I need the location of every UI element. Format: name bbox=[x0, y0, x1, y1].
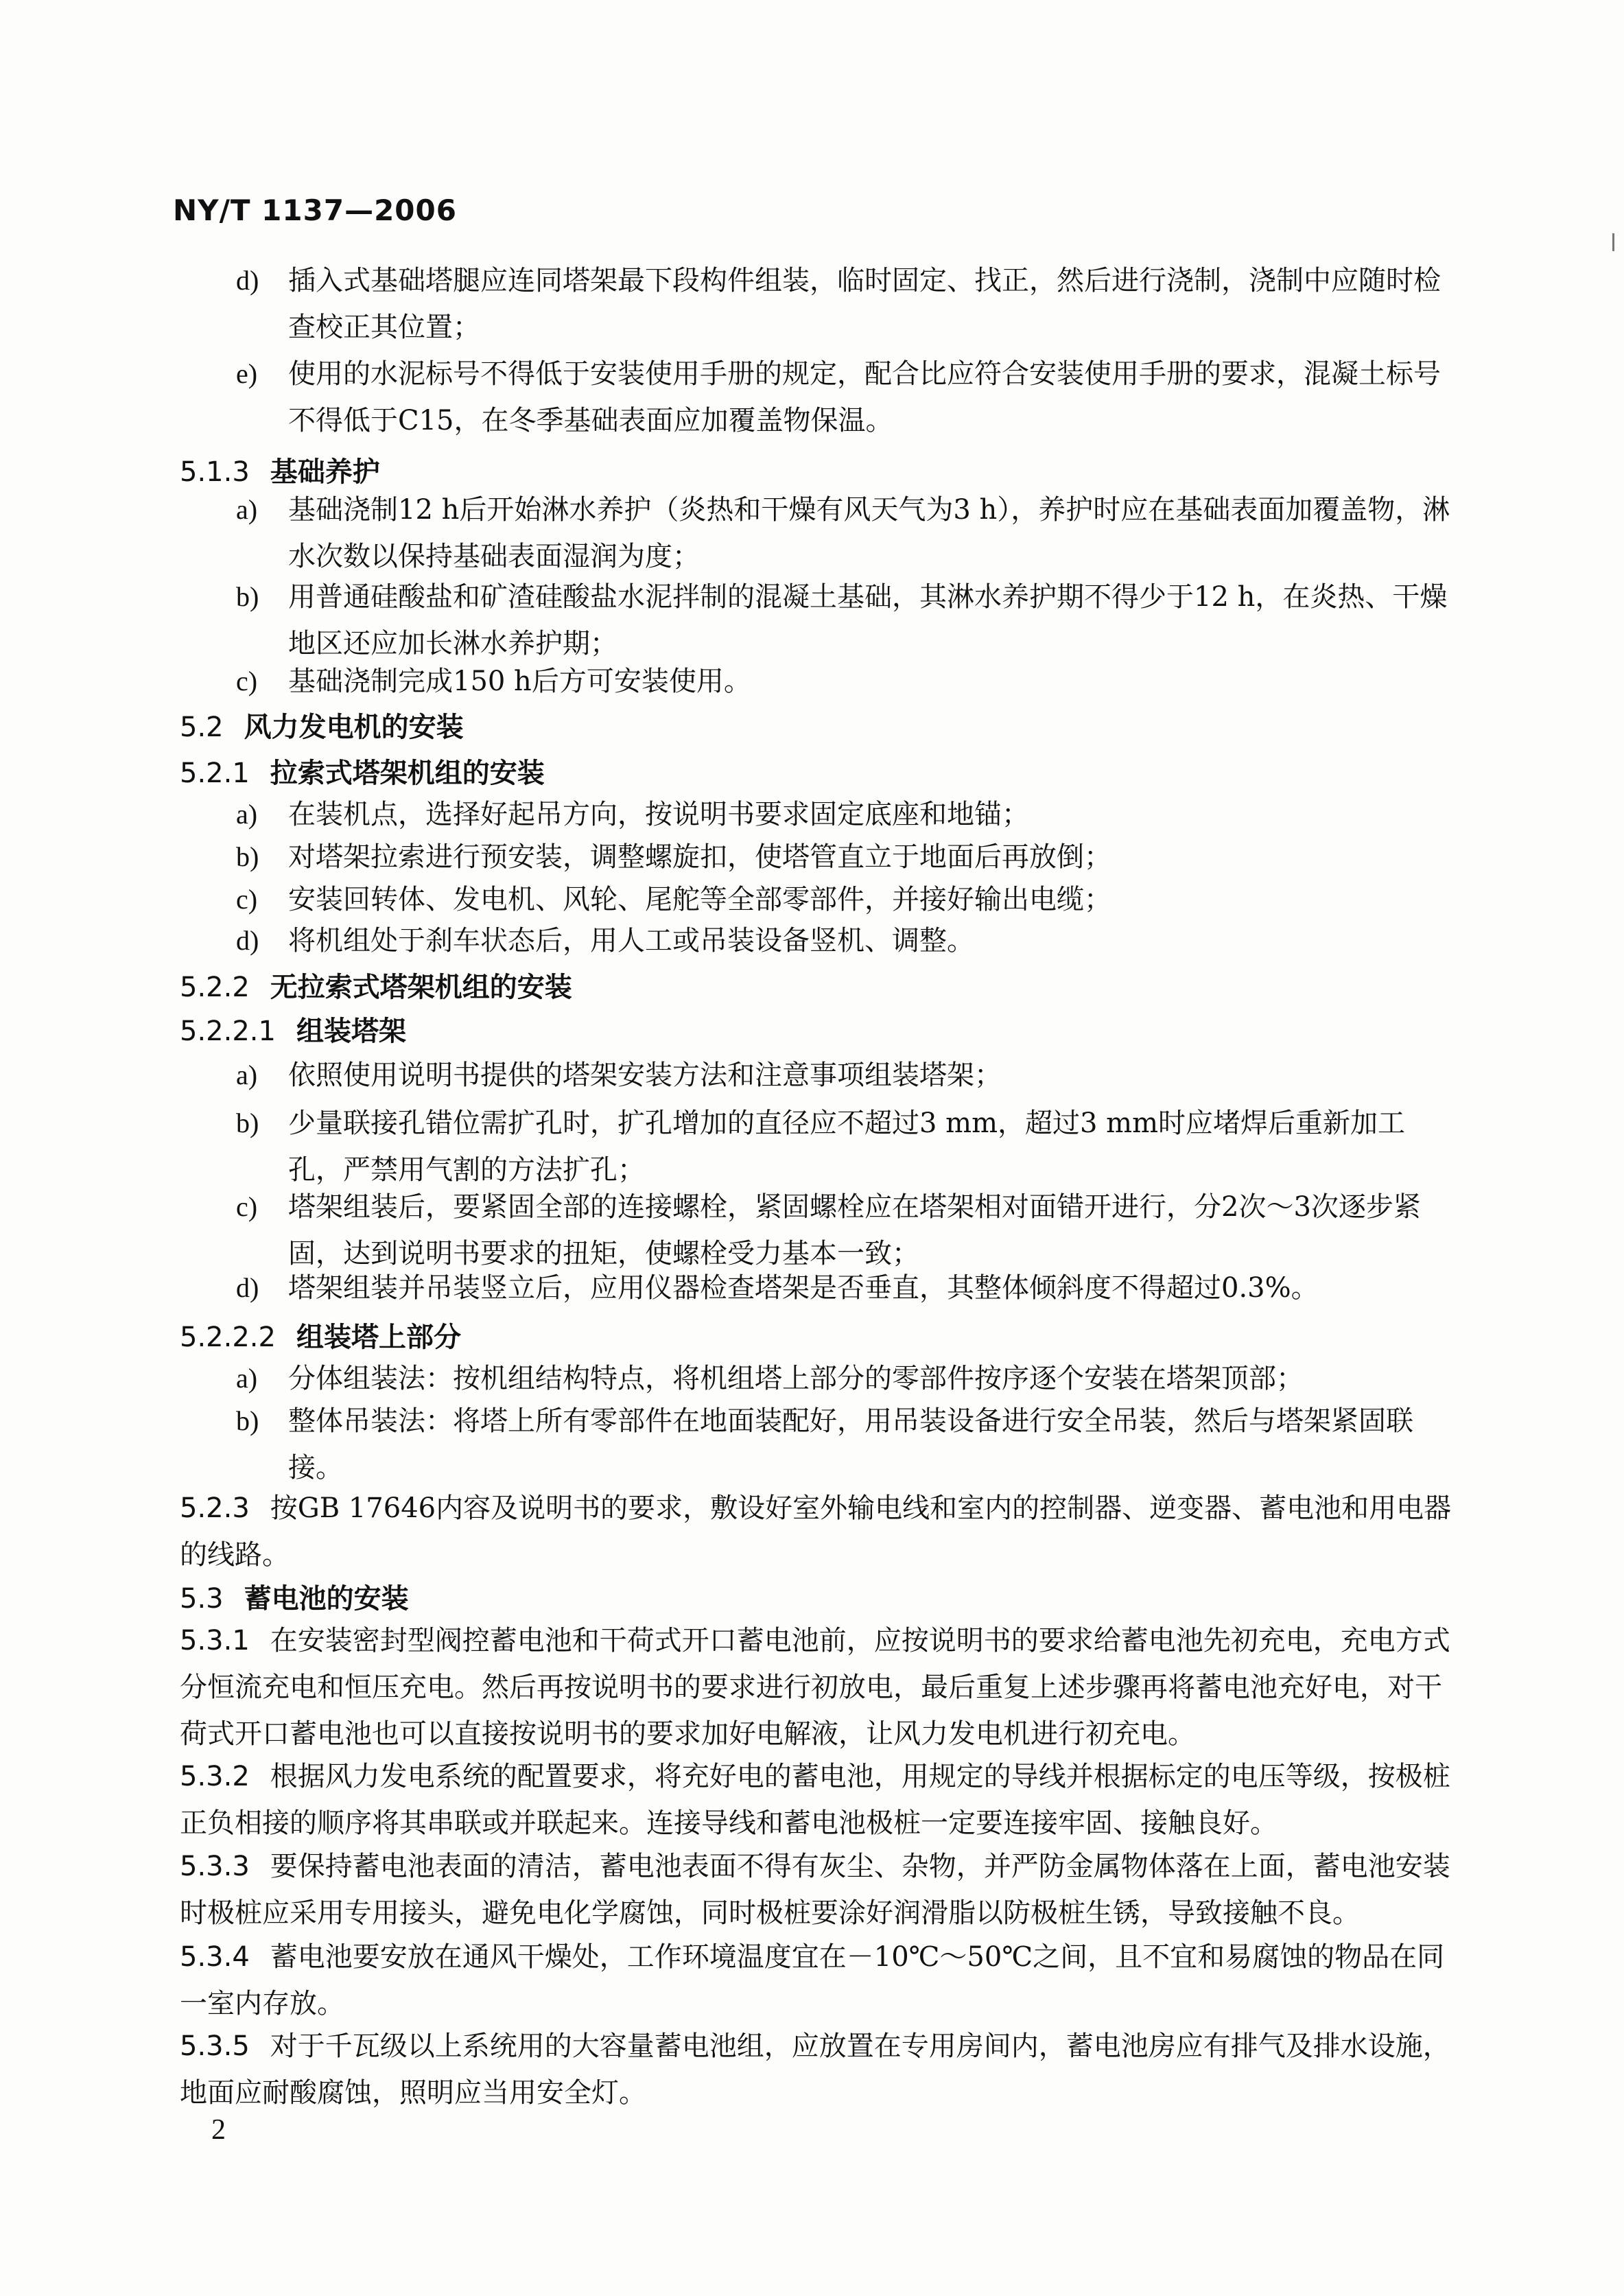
paragraph-text: 要保持蓄电池表面的清洁，蓄电池表面不得有灰尘、杂物，并严防金属物体落在上面，蓄电池安装时极桩应采用专用接头，避免电化学腐蚀，同时极桩要涂好润滑脂以防极桩生锈，导致接触不良。 bbox=[180, 1851, 1450, 1929]
paragraph bbox=[180, 1485, 1455, 1578]
list-marker: c) bbox=[236, 884, 258, 915]
list-marker: b) bbox=[236, 1108, 259, 1138]
list-item-text: 基础浇制完成150 h后方可安装使用。 bbox=[288, 666, 751, 697]
list-item bbox=[236, 257, 1455, 351]
list-marker: a) bbox=[236, 1363, 258, 1394]
section-number: 5.1.3 bbox=[180, 456, 250, 488]
section-heading bbox=[180, 1575, 409, 1622]
list-marker: c) bbox=[236, 1191, 258, 1222]
list-item-text: 塔架组装后，要紧固全部的连接螺栓，紧固螺栓应在塔架相对面错开进行，分2次～3次逐步紧固，达到说明书要求的扭矩，使螺栓受力基本一致； bbox=[288, 1191, 1421, 1269]
list-item bbox=[236, 834, 1455, 880]
list-item bbox=[236, 574, 1455, 667]
section-heading bbox=[180, 1008, 406, 1055]
list-item bbox=[236, 876, 1455, 923]
section-heading bbox=[180, 1314, 461, 1361]
section-number: 5.2.1 bbox=[180, 758, 250, 789]
list-item bbox=[236, 1398, 1455, 1491]
list-item-text: 整体吊装法：将塔上所有零部件在地面装配好，用吊装设备进行安全吊装，然后与塔架紧固联接。 bbox=[288, 1405, 1413, 1484]
list-marker: d) bbox=[236, 265, 259, 296]
list-marker: d) bbox=[236, 925, 259, 956]
list-marker: d) bbox=[236, 1272, 259, 1303]
section-number: 5.2.2.1 bbox=[180, 1016, 276, 1047]
list-marker: a) bbox=[236, 1059, 258, 1090]
list-item bbox=[236, 791, 1455, 838]
clause-number: 5.3.5 bbox=[180, 2030, 250, 2062]
list-marker: a) bbox=[236, 799, 258, 830]
list-item-text: 安装回转体、发电机、风轮、尾舵等全部零部件，并接好输出电缆； bbox=[288, 884, 1111, 915]
list-marker: b) bbox=[236, 841, 259, 872]
list-item-text: 依照使用说明书提供的塔架安装方法和注意事项组装塔架； bbox=[288, 1059, 1002, 1091]
list-item-text: 基础浇制12 h后开始淋水养护（炎热和干燥有风天气为3 h），养护时应在基础表面加覆盖物，淋水次数以保持基础表面湿润为度； bbox=[288, 494, 1450, 572]
list-marker: a) bbox=[236, 494, 258, 525]
clause-number: 5.3.1 bbox=[180, 1625, 250, 1656]
paragraph bbox=[180, 1617, 1455, 1757]
list-marker: b) bbox=[236, 581, 259, 612]
list-item-text: 塔架组装并吊装竖立后，应用仪器检查塔架是否垂直，其整体倾斜度不得超过0.3%。 bbox=[288, 1272, 1319, 1304]
list-item bbox=[236, 1100, 1455, 1193]
paragraph-text: 按GB 17646内容及说明书的要求，敷设好室外输电线和室内的控制器、逆变器、蓄电池和用电器的线路。 bbox=[180, 1492, 1452, 1571]
section-title: 基础养护 bbox=[270, 456, 380, 488]
paragraph bbox=[180, 1843, 1455, 1936]
list-item bbox=[236, 1355, 1455, 1402]
paragraph bbox=[180, 1753, 1455, 1847]
paragraph bbox=[180, 2023, 1455, 2116]
section-number: 5.2 bbox=[180, 712, 224, 743]
list-item bbox=[236, 917, 1455, 964]
list-marker: e) bbox=[236, 358, 258, 389]
section-title: 拉索式塔架机组的安装 bbox=[270, 757, 545, 789]
list-item-text: 将机组处于刹车状态后，用人工或吊装设备竖机、调整。 bbox=[288, 925, 974, 957]
section-heading bbox=[180, 704, 464, 751]
section-heading bbox=[180, 964, 572, 1011]
section-title: 蓄电池的安装 bbox=[244, 1582, 409, 1615]
clause-number: 5.2.3 bbox=[180, 1492, 250, 1524]
list-item-text: 对塔架拉索进行预安装，调整螺旋扣，使塔管直立于地面后再放倒； bbox=[288, 841, 1111, 873]
section-heading bbox=[180, 750, 545, 797]
paragraph-text: 对于千瓦级以上系统用的大容量蓄电池组，应放置在专用房间内，蓄电池房应有排气及排水设施，地面应耐酸腐蚀，照明应当用安全灯。 bbox=[180, 2030, 1450, 2109]
list-item bbox=[236, 1184, 1455, 1277]
section-title: 组装塔上部分 bbox=[296, 1321, 461, 1353]
section-number: 5.2.2.2 bbox=[180, 1322, 276, 1353]
list-item-text: 用普通硅酸盐和矿渣硅酸盐水泥拌制的混凝土基础，其淋水养护期不得少于12 h，在炎热、干燥地区还应加长淋水养护期； bbox=[288, 581, 1448, 659]
list-item bbox=[236, 351, 1455, 444]
section-number: 5.3 bbox=[180, 1583, 224, 1615]
clause-number: 5.3.2 bbox=[180, 1761, 250, 1792]
section-number: 5.2.2 bbox=[180, 972, 250, 1003]
clause-number: 5.3.4 bbox=[180, 1941, 250, 1973]
paragraph bbox=[180, 1934, 1455, 2027]
list-item-text: 分体组装法：按机组结构特点，将机组塔上部分的零部件按序逐个安装在塔架顶部； bbox=[288, 1363, 1304, 1394]
list-item-text: 在装机点，选择好起吊方向，按说明书要求固定底座和地锚； bbox=[288, 799, 1029, 830]
page-number: 2 bbox=[211, 2114, 226, 2146]
list-item-text: 少量联接孔错位需扩孔时，扩孔增加的直径应不超过3 mm，超过3 mm时应堵焊后重新加工孔，严禁用气割的方法扩孔； bbox=[288, 1108, 1406, 1186]
document-header: NY/T 1137—2006 bbox=[173, 194, 457, 227]
list-item-text: 插入式基础塔腿应连同塔架最下段构件组装，临时固定、找正，然后进行浇制，浇制中应随时检查校正其位置； bbox=[288, 265, 1441, 343]
list-item bbox=[236, 487, 1455, 580]
list-marker: c) bbox=[236, 666, 258, 696]
scan-edge-mark bbox=[1612, 233, 1614, 251]
section-title: 组装塔架 bbox=[296, 1015, 406, 1047]
list-item bbox=[236, 658, 1455, 705]
list-item-text: 使用的水泥标号不得低于安装使用手册的规定，配合比应符合安装使用手册的要求，混凝土标号不得低于C15，在冬季基础表面应加覆盖物保温。 bbox=[288, 358, 1441, 436]
paragraph-text: 根据风力发电系统的配置要求，将充好电的蓄电池，用规定的导线并根据标定的电压等级，按极桩正负相接的顺序将其串联或并联起来。连接导线和蓄电池极桩一定要连接牢固、接触良好。 bbox=[180, 1761, 1450, 1839]
list-marker: b) bbox=[236, 1405, 259, 1436]
paragraph-text: 蓄电池要安放在通风干燥处，工作环境温度宜在－10℃～50℃之间，且不宜和易腐蚀的物品在同一室内存放。 bbox=[180, 1941, 1445, 2019]
section-title: 无拉索式塔架机组的安装 bbox=[270, 971, 572, 1003]
section-title: 风力发电机的安装 bbox=[244, 711, 464, 743]
list-item bbox=[236, 1265, 1455, 1311]
clause-number: 5.3.3 bbox=[180, 1851, 250, 1882]
list-item bbox=[236, 1052, 1455, 1099]
paragraph-text: 在安装密封型阀控蓄电池和干荷式开口蓄电池前，应按说明书的要求给蓄电池先初充电，充电方式分恒流充电和恒压充电。然后再按说明书的要求进行初放电，最后重复上述步骤再将蓄电池充好电，对干荷式开口蓄电池也可以直接按说明书的要求加好电解液，让风力发电机进行初充电。 bbox=[180, 1625, 1450, 1750]
